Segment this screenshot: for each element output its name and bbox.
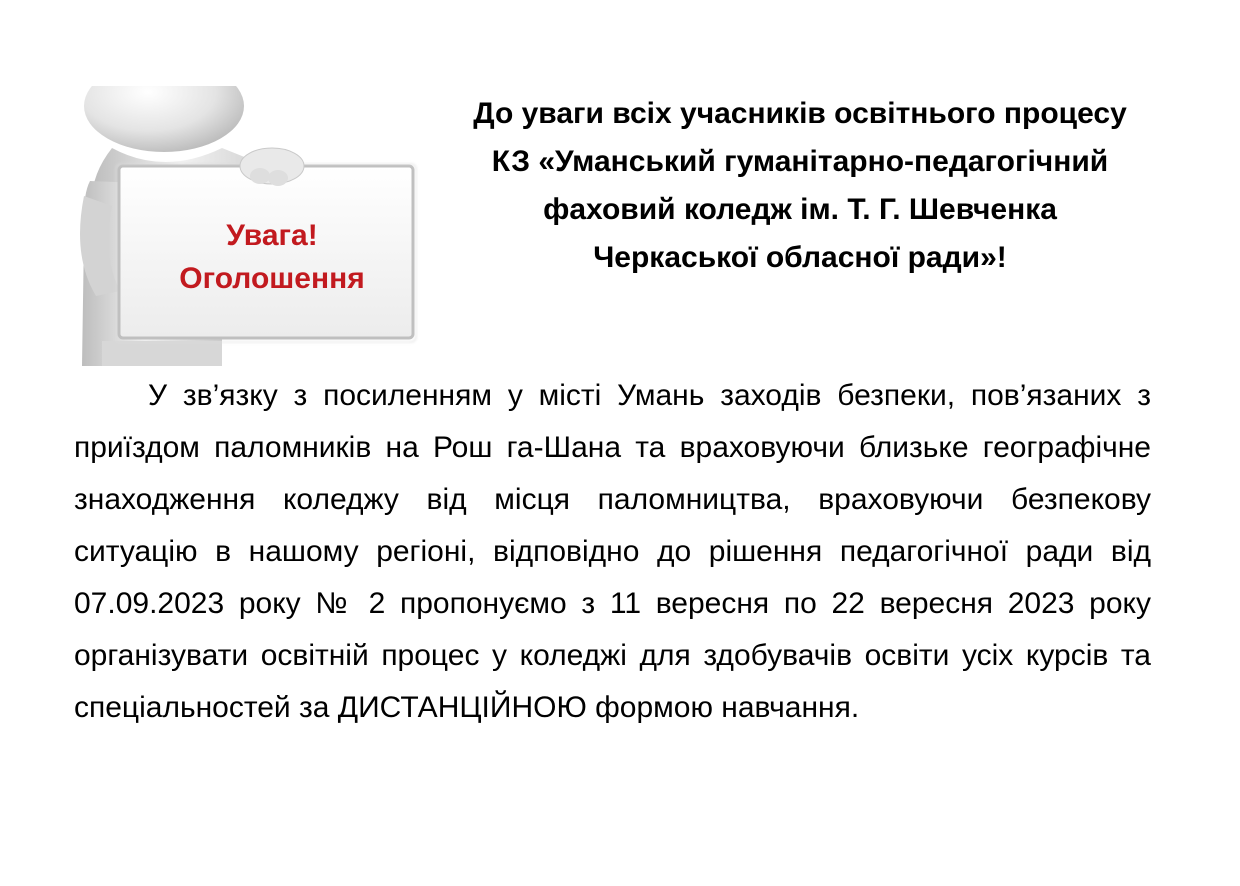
figure-head <box>84 86 244 152</box>
announcement-heading <box>440 90 1160 282</box>
sign-board <box>119 166 413 338</box>
announcement-body-paragraph: У зв’язку з посиленням у місті Умань заходів безпеки, пов’язаних з приїздом паломників на Рош га-Шана та враховуючи близьке географічне знаходження коледжу від місця паломництва, враховуючи безпекову ситуацію в нашому регіоні, відповідно до рішення педагогічної ради від 07.09.2023 року № 2 пропонуємо з 11 вересня по 22 вересня 2023 року організувати освітній процес у коледжі для здобувачів освіти усіх курсів та спеціальностей за ДИСТАНЦІЙНОЮ формою навчання. <box>74 379 1151 724</box>
announcement-figure-image <box>72 86 432 366</box>
sign-text-line1: Увага! <box>226 219 318 252</box>
figure-legs <box>102 341 222 366</box>
heading-line-4: Черкаської обласної ради»! <box>593 241 1007 274</box>
heading-line-1: До уваги всіх учасників освітнього процесу <box>473 97 1127 130</box>
heading-line-3: фаховий коледж ім. Т. Г. Шевченка <box>543 193 1057 226</box>
heading-line-2: КЗ «Уманський гуманітарно-педагогічний <box>491 145 1109 178</box>
sign-text-line2: Оголошення <box>179 262 365 295</box>
